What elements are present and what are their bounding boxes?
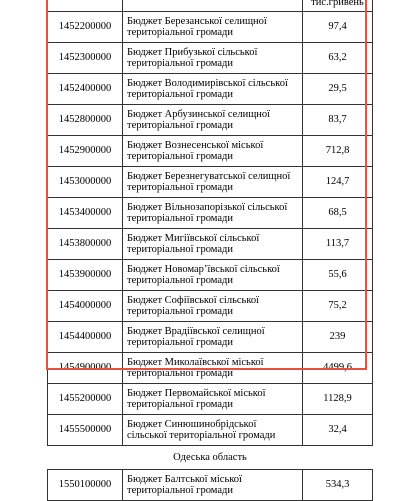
budget-name-cell: Бюджет Володимирівської сільської територіальної громади xyxy=(123,74,303,105)
budget-name-cell: Бюджет Вільнозапорізької сільської територіальної громади xyxy=(123,198,303,229)
budget-amount-cell: 75,2 xyxy=(303,291,373,322)
budget-code-cell: 1453900000 xyxy=(48,260,123,291)
budget-name-cell: Бюджет Новомар’ївської сільської територіальної громади xyxy=(123,260,303,291)
budget-code-cell: 1452200000 xyxy=(48,12,123,43)
budget-amount-cell: 68,5 xyxy=(303,198,373,229)
budget-amount-cell: 4499,6 xyxy=(303,353,373,384)
budget-code-cell: 1452900000 xyxy=(48,136,123,167)
table-row xyxy=(48,43,373,74)
budget-name-cell: Бюджет Балтської міської територіальної громади xyxy=(123,470,303,501)
region-heading: Одеська область xyxy=(48,446,373,470)
budget-name-cell: Бюджет Софіївської сільської територіальної громади xyxy=(123,291,303,322)
budget-code-cell: 1454900000 xyxy=(48,353,123,384)
table-row xyxy=(48,136,373,167)
budget-code-cell: 1454400000 xyxy=(48,322,123,353)
budget-name-cell: Бюджет Вознесенської міської територіальної громади xyxy=(123,136,303,167)
table-row xyxy=(48,105,373,136)
budget-amount-cell: 712,8 xyxy=(303,136,373,167)
region-heading-row xyxy=(48,446,373,470)
budget-amount-cell: 32,4 xyxy=(303,415,373,446)
table-row xyxy=(48,229,373,260)
budget-code-cell: 1453800000 xyxy=(48,229,123,260)
budget-amount-cell: 97,4 xyxy=(303,12,373,43)
budget-name-cell: Бюджет Врадіївської селищної територіальної громади xyxy=(123,322,303,353)
budget-name-cell: Бюджет Арбузинської селищної територіальної громади xyxy=(123,105,303,136)
header-cell-name xyxy=(123,0,303,12)
table-row xyxy=(48,353,373,384)
budget-code-cell: 1550100000 xyxy=(48,470,123,501)
table-row xyxy=(48,12,373,43)
budget-table-body xyxy=(48,0,373,501)
table-row xyxy=(48,198,373,229)
budget-code-cell: 1455500000 xyxy=(48,415,123,446)
budget-name-cell: Бюджет Березнегуватської селищної територіальної громади xyxy=(123,167,303,198)
header-cell-amount: тис.гривень xyxy=(303,0,373,12)
budget-code-cell: 1452400000 xyxy=(48,74,123,105)
budget-code-cell: 1455200000 xyxy=(48,384,123,415)
budget-amount-cell: 113,7 xyxy=(303,229,373,260)
table-row xyxy=(48,322,373,353)
budget-code-cell: 1453400000 xyxy=(48,198,123,229)
budget-table-viewport xyxy=(47,0,372,496)
table-row xyxy=(48,167,373,198)
budget-name-cell: Бюджет Мигіївської сільської територіальної громади xyxy=(123,229,303,260)
budget-code-cell: 1452800000 xyxy=(48,105,123,136)
table-row xyxy=(48,384,373,415)
header-cell-code xyxy=(48,0,123,12)
budget-name-cell: Бюджет Синюшинобрідської сільської територіальної громади xyxy=(123,415,303,446)
budget-code-cell: 1452300000 xyxy=(48,43,123,74)
budget-amount-cell: 55,6 xyxy=(303,260,373,291)
budget-amount-cell: 83,7 xyxy=(303,105,373,136)
table-row xyxy=(48,260,373,291)
budget-amount-cell: 239 xyxy=(303,322,373,353)
budget-name-cell: Бюджет Миколаївської міської територіальної громади xyxy=(123,353,303,384)
budget-name-cell: Бюджет Прибузької сільської територіальної громади xyxy=(123,43,303,74)
budget-amount-cell: 29,5 xyxy=(303,74,373,105)
budget-code-cell: 1454000000 xyxy=(48,291,123,322)
budget-table xyxy=(47,0,373,501)
budget-code-cell: 1453000000 xyxy=(48,167,123,198)
budget-name-cell: Бюджет Березанської селищної територіальної громади xyxy=(123,12,303,43)
budget-amount-cell: 534,3 xyxy=(303,470,373,501)
table-row xyxy=(48,470,373,501)
table-row xyxy=(48,415,373,446)
budget-amount-cell: 124,7 xyxy=(303,167,373,198)
budget-name-cell: Бюджет Первомайської міської територіальної громади xyxy=(123,384,303,415)
table-header-row xyxy=(48,0,373,12)
budget-amount-cell: 63,2 xyxy=(303,43,373,74)
table-row xyxy=(48,74,373,105)
table-row xyxy=(48,291,373,322)
budget-amount-cell: 1128,9 xyxy=(303,384,373,415)
